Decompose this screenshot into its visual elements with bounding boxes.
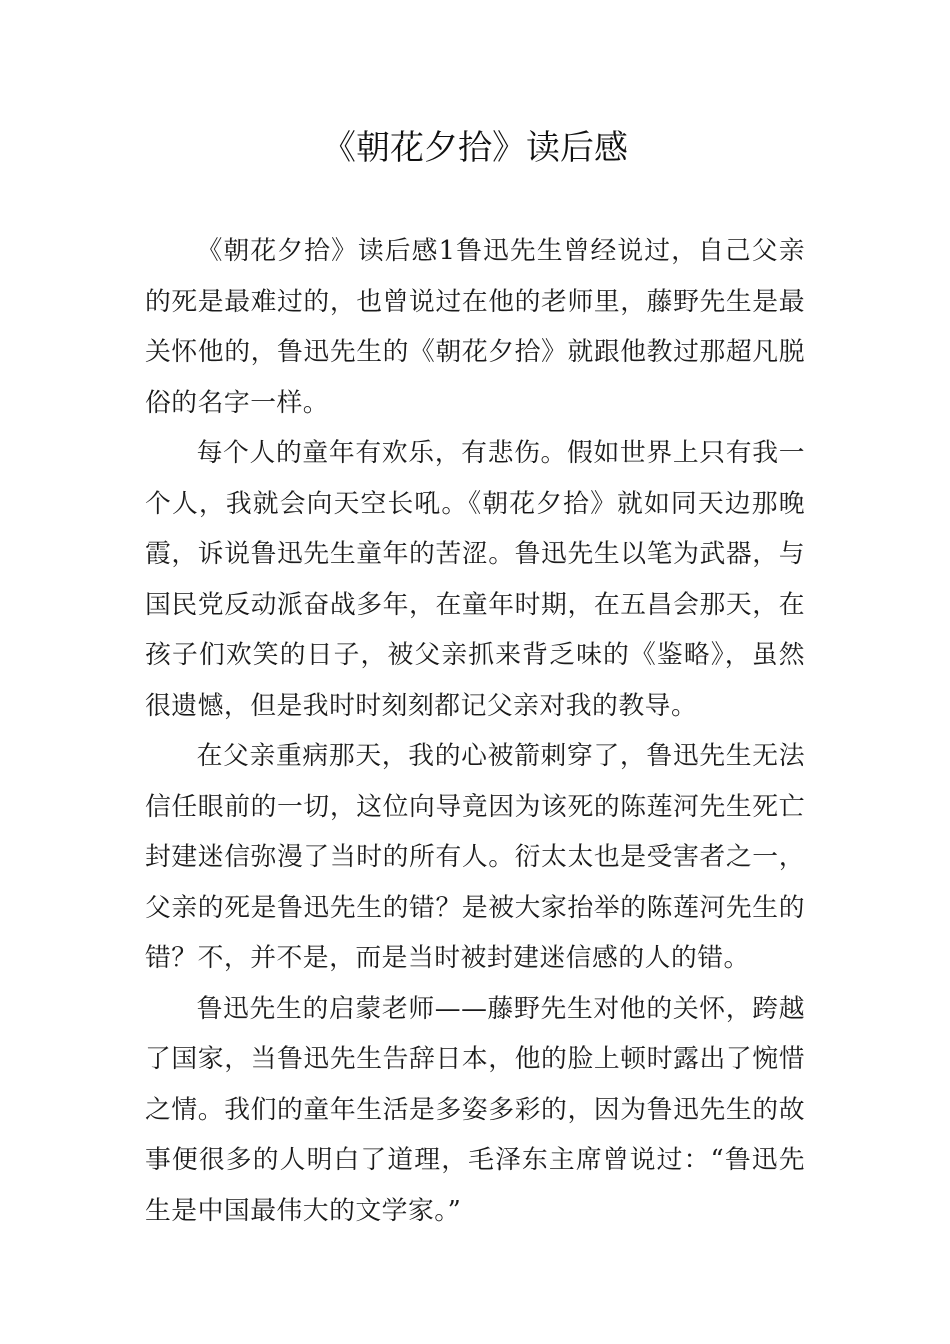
paragraph-1: 《朝花夕拾》读后感1鲁迅先生曾经说过，自己父亲的死是最难过的，也曾说过在他的老师里，藤野先生是最关怀他的，鲁迅先生的《朝花夕拾》就跟他教过那超凡脱俗的名字一样。 [145,236,805,418]
paragraph-2: 每个人的童年有欢乐，有悲伤。假如世界上只有我一个人，我就会向天空长吼。《朝花夕拾》就如同天边那晚霞，诉说鲁迅先生童年的苦涩。鲁迅先生以笔为武器，与国民党反动派奋战多年，在童年时期，在五昌会那天，在孩子们欢笑的日子，被父亲抓来背乏味的《鉴略》，虽然很遗憾，但是我时时刻刻都记父亲对我的教导。 [145,438,805,721]
document-body [145,226,805,1236]
document-title: 《朝花夕拾》读后感 [322,128,628,168]
paragraph-3: 在父亲重病那天，我的心被箭刺穿了，鲁迅先生无法信任眼前的一切，这位向导竟因为该死的陈莲河先生死亡封建迷信弥漫了当时的所有人。衍太太也是受害者之一，父亲的死是鲁迅先生的错？是被大家抬举的陈莲河先生的错？不，并不是，而是当时被封建迷信感的人的错。 [145,741,805,973]
paragraph-4: 鲁迅先生的启蒙老师——藤野先生对他的关怀，跨越了国家，当鲁迅先生告辞日本，他的脸上顿时露出了惋惜之情。我们的童年生活是多姿多彩的，因为鲁迅先生的故事便很多的人明白了道理，毛泽东主席曾说过：“鲁迅先生是中国最伟大的文学家。” [145,993,805,1226]
